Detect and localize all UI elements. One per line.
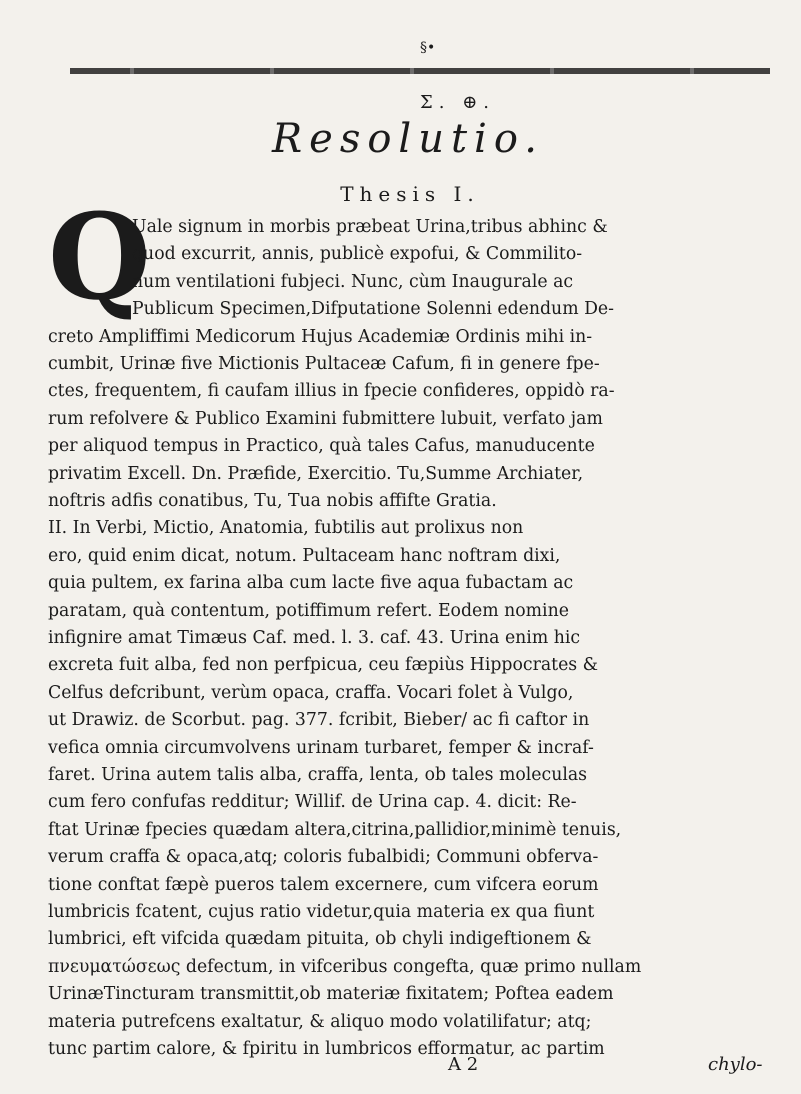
text-line: ero, quid enim dicat, notum. Pultaceam hanc noftram dixi, [48, 545, 561, 566]
text-line: Celfus defcribunt, verùm opaca, craffa. Vocari folet à Vulgo, [48, 682, 574, 703]
catchword: chylo- [708, 1054, 763, 1075]
text-line: vefica omnia circumvolvens urinam turbaret, femper & incraf- [48, 737, 594, 758]
thesis-heading: Thesis I. [340, 182, 480, 206]
text-line: num ventilationi fubjeci. Nunc, cùm Inaugurale ac [132, 271, 574, 292]
text-line: excreta fuit alba, fed non perfpicua, ceu fæpiùs Hippocrates & [48, 655, 599, 676]
page-title: Resolutio. [272, 116, 544, 162]
text-line: verum craffa & opaca,atq; coloris fubalbidi; Communi obferva- [48, 847, 599, 868]
text-line: faret. Urina autem talis alba, craffa, lenta, ob tales moleculas [48, 765, 588, 785]
text-line: quia pultem, ex farina alba cum lacte five aqua fubactam ac [48, 573, 574, 594]
text-line: creto Ampliffimi Medicorum Hujus Academiæ Ordinis mihi in- [48, 326, 593, 347]
text-line: lumbricis fcatent, cujus ratio videtur,quia materia ex qua fiunt [48, 902, 595, 922]
text-line: Uale signum in morbis præbeat Urina,tribus abhinc & [132, 217, 608, 237]
text-line: ctes, frequentem, fi caufam illius in fpecie confideres, oppidò ra- [48, 381, 615, 402]
text-line: cum fero confufas redditur; Willif. de Urina cap. 4. dicit: Re- [48, 792, 577, 813]
drop-cap: Q [48, 187, 151, 326]
text-line: ftat Urinæ fpecies quædam altera,citrina,pallidior,minimè tenuis, [48, 819, 622, 840]
text-line: quod excurrit, annis, publicè expofui, & Commilito- [132, 244, 583, 265]
text-line: privatim Excell. Dn. Præfide, Exercitio. Tu,Summe Archiater, [48, 463, 584, 484]
text-line: per aliquod tempus in Practico, quà tales Cafus, manuducente [48, 436, 595, 457]
text-line: tione conftat fæpè pueros talem excernere, cum vifcera eorum [48, 874, 599, 895]
top-rule [70, 68, 770, 74]
text-line: Publicum Specimen,Difputatione Solenni edendum De- [132, 299, 614, 320]
text-line: II. In Verbi, Mictio, Anatomia, fubtilis aut prolixus non [48, 518, 524, 539]
footer-signature: A 2 [448, 1054, 479, 1075]
text-line: πνευματώσεως defectum, in vifceribus congefta, quæ primo nullam [48, 956, 642, 977]
text-line: lumbrici, eft vifcida quædam pituita, ob chyli indigeftionem & [48, 929, 592, 950]
text-line: paratam, quà contentum, potiffimum refert. Eodem nomine [48, 600, 569, 621]
text-line: tunc partim calore, & fpiritu in lumbricos efformatur, ac partim [48, 1039, 605, 1059]
text-line: infignire amat Timæus Caf. med. l. 3. caf. 43. Urina enim hic [48, 628, 581, 648]
text-line: noftris adfis conatibus, Tu, Tua nobis affifte Gratia. [48, 491, 497, 511]
text-line: cumbit, Urinæ five Mictionis Pultaceæ Cafum, fi in genere fpe- [48, 354, 600, 374]
text-line: ut Drawiz. de Scorbut. pag. 377. fcribit, Bieber/ ac fi caftor in [48, 710, 590, 731]
text-line: materia putrefcens exaltatur, & aliquo modo volatilifatur; atq; [48, 1011, 592, 1032]
text-line: UrinæTincturam transmittit,ob materiæ fixitatem; Poftea eadem [48, 984, 614, 1005]
header-signature: Σ. ⊕. [420, 92, 495, 113]
text-line: rum refolvere & Publico Examini fubmittere lubuit, verfato jam [48, 408, 603, 429]
top-mark: §• [420, 40, 436, 56]
